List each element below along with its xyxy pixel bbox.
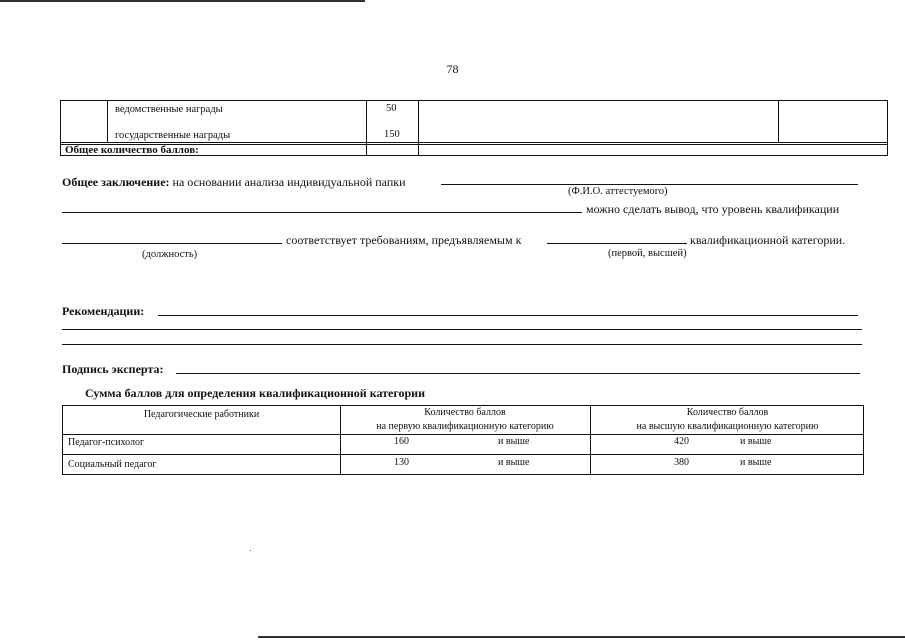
row-worker: Социальный педагог — [68, 459, 157, 470]
table-divider — [107, 101, 108, 143]
score-section-title: Сумма баллов для определения квалификационной категории — [85, 386, 426, 400]
awards-table — [60, 100, 888, 156]
row-first-score: 130 — [394, 457, 409, 468]
position-blank-line — [62, 243, 282, 244]
recommendations-line-1 — [158, 315, 858, 316]
expert-signature-label: Подпись эксперта: — [62, 362, 164, 376]
row-highest-suffix: и выше — [740, 436, 772, 447]
table-divider — [366, 101, 367, 155]
header-workers: Педагогические работники — [143, 409, 260, 420]
scan-speck — [250, 550, 251, 551]
category-blank-line — [547, 243, 687, 244]
row-worker: Педагог-психолог — [68, 437, 145, 448]
fio-caption: (Ф.И.О. аттестуемого) — [568, 186, 668, 197]
conclusion-label: Общее заключение: — [62, 175, 170, 189]
fio-continuation-line — [62, 212, 582, 213]
header-first-line2: на первую квалификационную категорию — [376, 421, 554, 432]
position-caption: (должность) — [142, 249, 198, 260]
table-divider — [778, 101, 779, 143]
table-divider — [63, 454, 863, 455]
recommendations-label: Рекомендации: — [62, 304, 145, 318]
conclusion-line-1 — [62, 175, 406, 190]
row-first-score: 160 — [394, 436, 409, 447]
award-label-state: государственные награды — [115, 130, 231, 141]
award-points-departmental: 50 — [386, 103, 397, 114]
recommendations-line-3 — [62, 344, 862, 345]
expert-signature-line — [176, 373, 860, 374]
row-highest-score: 380 — [674, 457, 689, 468]
recommendations-line-2 — [62, 329, 862, 330]
table-divider — [63, 434, 863, 435]
conclusion-text-2: можно сделать вывод, что уровень квалификации — [586, 202, 840, 216]
header-highest-line1: Количество баллов — [686, 407, 769, 418]
award-label-departmental: ведомственные награды — [115, 104, 223, 115]
award-points-state: 150 — [384, 129, 400, 140]
total-points-label: Общее количество баллов: — [65, 144, 199, 156]
header-highest-line2: на высшую квалификационную категорию — [636, 421, 819, 432]
row-highest-suffix: и выше — [740, 457, 772, 468]
table-divider — [418, 101, 419, 155]
row-first-suffix: и выше — [498, 436, 530, 447]
row-highest-score: 420 — [674, 436, 689, 447]
scan-edge-bottom — [258, 636, 905, 638]
row-first-suffix: и выше — [498, 457, 530, 468]
conclusion-text-1: на основании анализа индивидуальной папки — [172, 175, 406, 189]
conclusion-text-4: квалификационной категории. — [690, 233, 846, 247]
header-first-line1: Количество баллов — [424, 407, 506, 418]
category-caption: (первой, высшей) — [608, 248, 687, 259]
scan-edge-top — [0, 0, 365, 2]
page-number: 78 — [446, 62, 459, 76]
score-table — [62, 405, 864, 475]
fio-blank-line — [441, 184, 858, 185]
conclusion-text-3: соответствует требованиям, предъявляемым к — [286, 233, 522, 247]
table-divider — [61, 142, 887, 143]
